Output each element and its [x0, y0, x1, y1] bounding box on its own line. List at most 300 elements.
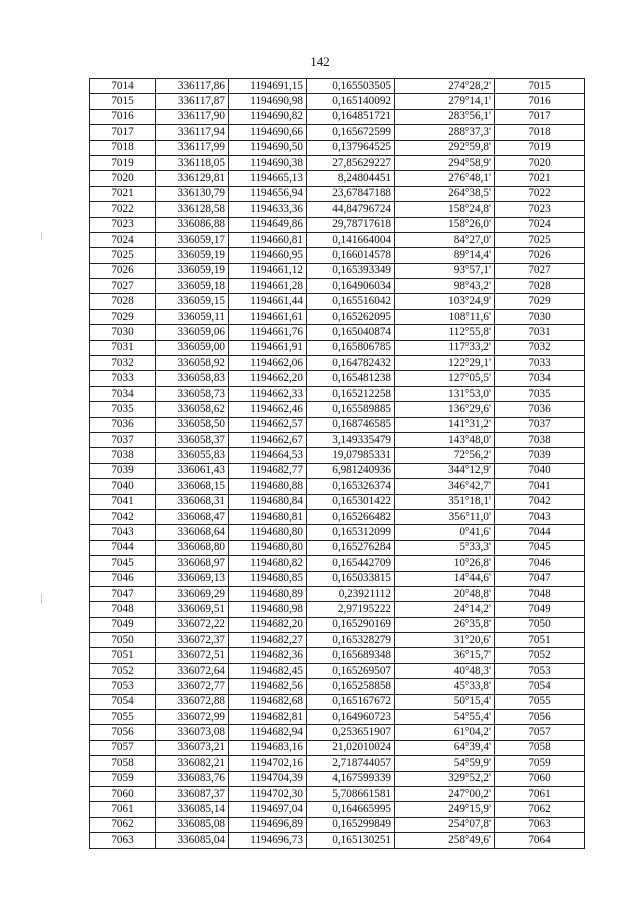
to-point-cell: 7034 — [495, 371, 585, 386]
distance-cell: 0,165689348 — [307, 648, 395, 663]
x-coordinate-cell: 336129,81 — [156, 171, 229, 186]
x-coordinate-cell: 336083,76 — [156, 771, 229, 786]
direction-angle-cell: 98°43,2' — [395, 279, 495, 294]
direction-angle-cell: 158°26,0' — [395, 217, 495, 232]
table-row — [90, 402, 585, 417]
y-coordinate-cell: 1194682,81 — [229, 710, 307, 725]
y-coordinate-cell: 1194682,56 — [229, 679, 307, 694]
distance-cell: 0,165258858 — [307, 679, 395, 694]
direction-angle-cell: 64°39,4' — [395, 740, 495, 755]
table-row — [90, 371, 585, 386]
from-point-cell: 7014 — [90, 79, 156, 94]
table-row — [90, 109, 585, 124]
direction-angle-cell: 14°44,6' — [395, 571, 495, 586]
distance-cell: 0,166014578 — [307, 248, 395, 263]
table-row — [90, 340, 585, 355]
table-row — [90, 232, 585, 247]
from-point-cell: 7029 — [90, 309, 156, 324]
from-point-cell: 7058 — [90, 756, 156, 771]
x-coordinate-cell: 336128,58 — [156, 202, 229, 217]
table-row — [90, 740, 585, 755]
to-point-cell: 7038 — [495, 432, 585, 447]
direction-angle-cell: 329°52,2' — [395, 771, 495, 786]
to-point-cell: 7050 — [495, 617, 585, 632]
from-point-cell: 7062 — [90, 817, 156, 832]
from-point-cell: 7045 — [90, 556, 156, 571]
y-coordinate-cell: 1194682,77 — [229, 463, 307, 478]
from-point-cell: 7046 — [90, 571, 156, 586]
table-row — [90, 648, 585, 663]
table-row — [90, 186, 585, 201]
distance-cell: 0,165262095 — [307, 309, 395, 324]
from-point-cell: 7030 — [90, 325, 156, 340]
direction-angle-cell: 247°00,2' — [395, 786, 495, 801]
distance-cell: 0,165328279 — [307, 633, 395, 648]
direction-angle-cell: 84°27,0' — [395, 232, 495, 247]
distance-cell: 0,165589885 — [307, 402, 395, 417]
distance-cell: 8,24804451 — [307, 171, 395, 186]
to-point-cell: 7018 — [495, 125, 585, 140]
to-point-cell: 7035 — [495, 386, 585, 401]
distance-cell: 0,164851721 — [307, 109, 395, 124]
x-coordinate-cell: 336117,87 — [156, 94, 229, 109]
direction-angle-cell: 279°14,1' — [395, 94, 495, 109]
from-point-cell: 7063 — [90, 833, 156, 848]
direction-angle-cell: 288°37,3' — [395, 125, 495, 140]
x-coordinate-cell: 336069,29 — [156, 586, 229, 601]
x-coordinate-cell: 336073,21 — [156, 740, 229, 755]
y-coordinate-cell: 1194680,80 — [229, 540, 307, 555]
y-coordinate-cell: 1194662,06 — [229, 356, 307, 371]
distance-cell: 6,981240936 — [307, 463, 395, 478]
direction-angle-cell: 108°11,6' — [395, 309, 495, 324]
y-coordinate-cell: 1194697,04 — [229, 802, 307, 817]
distance-cell: 0,165033815 — [307, 571, 395, 586]
distance-cell: 23,67847188 — [307, 186, 395, 201]
distance-cell: 0,165442709 — [307, 556, 395, 571]
x-coordinate-cell: 336059,11 — [156, 309, 229, 324]
x-coordinate-cell: 336059,19 — [156, 248, 229, 263]
y-coordinate-cell: 1194661,91 — [229, 340, 307, 355]
distance-cell: 0,165167672 — [307, 694, 395, 709]
y-coordinate-cell: 1194680,85 — [229, 571, 307, 586]
table-row — [90, 356, 585, 371]
table-row — [90, 309, 585, 324]
y-coordinate-cell: 1194680,84 — [229, 494, 307, 509]
y-coordinate-cell: 1194702,16 — [229, 756, 307, 771]
x-coordinate-cell: 336059,18 — [156, 279, 229, 294]
to-point-cell: 7033 — [495, 356, 585, 371]
direction-angle-cell: 131°53,0' — [395, 386, 495, 401]
direction-angle-cell: 50°15,4' — [395, 694, 495, 709]
x-coordinate-cell: 336059,15 — [156, 294, 229, 309]
to-point-cell: 7032 — [495, 340, 585, 355]
distance-cell: 0,165299849 — [307, 817, 395, 832]
y-coordinate-cell: 1194690,98 — [229, 94, 307, 109]
x-coordinate-cell: 336072,99 — [156, 710, 229, 725]
to-point-cell: 7060 — [495, 771, 585, 786]
table-row — [90, 725, 585, 740]
from-point-cell: 7018 — [90, 140, 156, 155]
y-coordinate-cell: 1194682,27 — [229, 633, 307, 648]
y-coordinate-cell: 1194690,38 — [229, 155, 307, 170]
y-coordinate-cell: 1194683,16 — [229, 740, 307, 755]
direction-angle-cell: 40°48,3' — [395, 663, 495, 678]
to-point-cell: 7053 — [495, 663, 585, 678]
to-point-cell: 7051 — [495, 633, 585, 648]
to-point-cell: 7015 — [495, 79, 585, 94]
to-point-cell: 7025 — [495, 232, 585, 247]
direction-angle-cell: 344°12,9' — [395, 463, 495, 478]
to-point-cell: 7037 — [495, 417, 585, 432]
direction-angle-cell: 143°48,0' — [395, 432, 495, 447]
x-coordinate-cell: 336072,22 — [156, 617, 229, 632]
y-coordinate-cell: 1194704,39 — [229, 771, 307, 786]
table-row — [90, 786, 585, 801]
y-coordinate-cell: 1194682,20 — [229, 617, 307, 632]
direction-angle-cell: 36°15,7' — [395, 648, 495, 663]
x-coordinate-cell: 336118,05 — [156, 155, 229, 170]
from-point-cell: 7048 — [90, 602, 156, 617]
y-coordinate-cell: 1194682,36 — [229, 648, 307, 663]
from-point-cell: 7041 — [90, 494, 156, 509]
table-row — [90, 756, 585, 771]
y-coordinate-cell: 1194662,57 — [229, 417, 307, 432]
from-point-cell: 7031 — [90, 340, 156, 355]
distance-cell: 0,165140092 — [307, 94, 395, 109]
table-row — [90, 833, 585, 848]
x-coordinate-cell: 336068,80 — [156, 540, 229, 555]
table-row — [90, 679, 585, 694]
from-point-cell: 7021 — [90, 186, 156, 201]
y-coordinate-cell: 1194690,50 — [229, 140, 307, 155]
x-coordinate-cell: 336072,37 — [156, 633, 229, 648]
direction-angle-cell: 72°56,2' — [395, 448, 495, 463]
table-row — [90, 417, 585, 432]
from-point-cell: 7042 — [90, 509, 156, 524]
from-point-cell: 7016 — [90, 109, 156, 124]
distance-cell: 0,165130251 — [307, 833, 395, 848]
distance-cell: 0,164782432 — [307, 356, 395, 371]
from-point-cell: 7051 — [90, 648, 156, 663]
from-point-cell: 7038 — [90, 448, 156, 463]
distance-cell: 0,165503505 — [307, 79, 395, 94]
coordinates-table — [89, 78, 585, 849]
from-point-cell: 7026 — [90, 263, 156, 278]
from-point-cell: 7034 — [90, 386, 156, 401]
x-coordinate-cell: 336117,99 — [156, 140, 229, 155]
to-point-cell: 7063 — [495, 817, 585, 832]
y-coordinate-cell: 1194649,86 — [229, 217, 307, 232]
table-row — [90, 817, 585, 832]
direction-angle-cell: 122°29,1' — [395, 356, 495, 371]
table-row — [90, 79, 585, 94]
from-point-cell: 7022 — [90, 202, 156, 217]
x-coordinate-cell: 336085,04 — [156, 833, 229, 848]
x-coordinate-cell: 336069,13 — [156, 571, 229, 586]
distance-cell: 21,02010024 — [307, 740, 395, 755]
y-coordinate-cell: 1194682,68 — [229, 694, 307, 709]
to-point-cell: 7027 — [495, 263, 585, 278]
table-row — [90, 710, 585, 725]
table-row — [90, 602, 585, 617]
x-coordinate-cell: 336072,88 — [156, 694, 229, 709]
y-coordinate-cell: 1194662,67 — [229, 432, 307, 447]
distance-cell: 3,149335479 — [307, 432, 395, 447]
direction-angle-cell: 254°07,8' — [395, 817, 495, 832]
table-row — [90, 617, 585, 632]
from-point-cell: 7019 — [90, 155, 156, 170]
distance-cell: 0,165276284 — [307, 540, 395, 555]
from-point-cell: 7057 — [90, 740, 156, 755]
from-point-cell: 7055 — [90, 710, 156, 725]
to-point-cell: 7019 — [495, 140, 585, 155]
to-point-cell: 7056 — [495, 710, 585, 725]
x-coordinate-cell: 336069,51 — [156, 602, 229, 617]
direction-angle-cell: 10°26,8' — [395, 556, 495, 571]
y-coordinate-cell: 1194682,94 — [229, 725, 307, 740]
x-coordinate-cell: 336117,86 — [156, 79, 229, 94]
x-coordinate-cell: 336072,77 — [156, 679, 229, 694]
y-coordinate-cell: 1194680,98 — [229, 602, 307, 617]
table-row — [90, 771, 585, 786]
from-point-cell: 7036 — [90, 417, 156, 432]
distance-cell: 0,165212258 — [307, 386, 395, 401]
y-coordinate-cell: 1194665,13 — [229, 171, 307, 186]
to-point-cell: 7030 — [495, 309, 585, 324]
direction-angle-cell: 264°38,5' — [395, 186, 495, 201]
x-coordinate-cell: 336068,31 — [156, 494, 229, 509]
direction-angle-cell: 158°24,8' — [395, 202, 495, 217]
distance-cell: 19,07985331 — [307, 448, 395, 463]
table-row — [90, 663, 585, 678]
to-point-cell: 7023 — [495, 202, 585, 217]
from-point-cell: 7024 — [90, 232, 156, 247]
distance-cell: 2,718744057 — [307, 756, 395, 771]
y-coordinate-cell: 1194702,30 — [229, 786, 307, 801]
distance-cell: 0,164960723 — [307, 710, 395, 725]
to-point-cell: 7055 — [495, 694, 585, 709]
to-point-cell: 7022 — [495, 186, 585, 201]
direction-angle-cell: 249°15,9' — [395, 802, 495, 817]
from-point-cell: 7035 — [90, 402, 156, 417]
distance-cell: 0,165301422 — [307, 494, 395, 509]
direction-angle-cell: 31°20,6' — [395, 633, 495, 648]
table-row — [90, 325, 585, 340]
distance-cell: 0,165393349 — [307, 263, 395, 278]
to-point-cell: 7052 — [495, 648, 585, 663]
from-point-cell: 7023 — [90, 217, 156, 232]
y-coordinate-cell: 1194680,88 — [229, 479, 307, 494]
from-point-cell: 7037 — [90, 432, 156, 447]
x-coordinate-cell: 336086,88 — [156, 217, 229, 232]
to-point-cell: 7057 — [495, 725, 585, 740]
distance-cell: 27,85629227 — [307, 155, 395, 170]
to-point-cell: 7036 — [495, 402, 585, 417]
direction-angle-cell: 274°28,2' — [395, 79, 495, 94]
distance-cell: 0,141664004 — [307, 232, 395, 247]
to-point-cell: 7054 — [495, 679, 585, 694]
from-point-cell: 7059 — [90, 771, 156, 786]
x-coordinate-cell: 336068,47 — [156, 509, 229, 524]
table-row — [90, 140, 585, 155]
from-point-cell: 7040 — [90, 479, 156, 494]
left-margin-mark — [41, 232, 42, 240]
table-row — [90, 571, 585, 586]
distance-cell: 0,164665995 — [307, 802, 395, 817]
to-point-cell: 7028 — [495, 279, 585, 294]
y-coordinate-cell: 1194661,12 — [229, 263, 307, 278]
from-point-cell: 7015 — [90, 94, 156, 109]
to-point-cell: 7062 — [495, 802, 585, 817]
x-coordinate-cell: 336055,83 — [156, 448, 229, 463]
from-point-cell: 7050 — [90, 633, 156, 648]
x-coordinate-cell: 336058,73 — [156, 386, 229, 401]
table-row — [90, 171, 585, 186]
to-point-cell: 7044 — [495, 525, 585, 540]
x-coordinate-cell: 336061,43 — [156, 463, 229, 478]
table-row — [90, 432, 585, 447]
direction-angle-cell: 276°48,1' — [395, 171, 495, 186]
y-coordinate-cell: 1194661,44 — [229, 294, 307, 309]
from-point-cell: 7039 — [90, 463, 156, 478]
direction-angle-cell: 117°33,2' — [395, 340, 495, 355]
table-row — [90, 125, 585, 140]
distance-cell: 0,165806785 — [307, 340, 395, 355]
y-coordinate-cell: 1194662,46 — [229, 402, 307, 417]
from-point-cell: 7052 — [90, 663, 156, 678]
direction-angle-cell: 294°58,9' — [395, 155, 495, 170]
table-row — [90, 448, 585, 463]
y-coordinate-cell: 1194662,33 — [229, 386, 307, 401]
distance-cell: 0,253651907 — [307, 725, 395, 740]
to-point-cell: 7059 — [495, 756, 585, 771]
distance-cell: 0,165312099 — [307, 525, 395, 540]
direction-angle-cell: 258°49,6' — [395, 833, 495, 848]
to-point-cell: 7041 — [495, 479, 585, 494]
table-row — [90, 494, 585, 509]
y-coordinate-cell: 1194690,82 — [229, 109, 307, 124]
table-row — [90, 802, 585, 817]
y-coordinate-cell: 1194664,53 — [229, 448, 307, 463]
x-coordinate-cell: 336085,08 — [156, 817, 229, 832]
direction-angle-cell: 0°41,6' — [395, 525, 495, 540]
from-point-cell: 7049 — [90, 617, 156, 632]
direction-angle-cell: 103°24,9' — [395, 294, 495, 309]
to-point-cell: 7045 — [495, 540, 585, 555]
to-point-cell: 7046 — [495, 556, 585, 571]
direction-angle-cell: 20°48,8' — [395, 586, 495, 601]
to-point-cell: 7024 — [495, 217, 585, 232]
table-row — [90, 525, 585, 540]
y-coordinate-cell: 1194661,28 — [229, 279, 307, 294]
distance-cell: 0,164906034 — [307, 279, 395, 294]
table-row — [90, 217, 585, 232]
to-point-cell: 7064 — [495, 833, 585, 848]
table-row — [90, 386, 585, 401]
direction-angle-cell: 127°05,5' — [395, 371, 495, 386]
direction-angle-cell: 26°35,8' — [395, 617, 495, 632]
table-row — [90, 294, 585, 309]
y-coordinate-cell: 1194656,94 — [229, 186, 307, 201]
direction-angle-cell: 54°55,4' — [395, 710, 495, 725]
from-point-cell: 7025 — [90, 248, 156, 263]
y-coordinate-cell: 1194682,45 — [229, 663, 307, 678]
distance-cell: 0,165290169 — [307, 617, 395, 632]
table-row — [90, 479, 585, 494]
x-coordinate-cell: 336068,64 — [156, 525, 229, 540]
direction-angle-cell: 45°33,8' — [395, 679, 495, 694]
from-point-cell: 7044 — [90, 540, 156, 555]
y-coordinate-cell: 1194696,73 — [229, 833, 307, 848]
direction-angle-cell: 136°29,6' — [395, 402, 495, 417]
table-row — [90, 509, 585, 524]
distance-cell: 0,165040874 — [307, 325, 395, 340]
to-point-cell: 7048 — [495, 586, 585, 601]
y-coordinate-cell: 1194690,66 — [229, 125, 307, 140]
x-coordinate-cell: 336058,83 — [156, 371, 229, 386]
to-point-cell: 7049 — [495, 602, 585, 617]
to-point-cell: 7017 — [495, 109, 585, 124]
to-point-cell: 7061 — [495, 786, 585, 801]
y-coordinate-cell: 1194660,81 — [229, 232, 307, 247]
y-coordinate-cell: 1194660,95 — [229, 248, 307, 263]
table-row — [90, 155, 585, 170]
distance-cell: 4,167599339 — [307, 771, 395, 786]
to-point-cell: 7047 — [495, 571, 585, 586]
from-point-cell: 7033 — [90, 371, 156, 386]
y-coordinate-cell: 1194680,89 — [229, 586, 307, 601]
distance-cell: 0,165672599 — [307, 125, 395, 140]
y-coordinate-cell: 1194661,61 — [229, 309, 307, 324]
from-point-cell: 7032 — [90, 356, 156, 371]
x-coordinate-cell: 336117,90 — [156, 109, 229, 124]
from-point-cell: 7027 — [90, 279, 156, 294]
direction-angle-cell: 141°31,2' — [395, 417, 495, 432]
y-coordinate-cell: 1194680,81 — [229, 509, 307, 524]
to-point-cell: 7016 — [495, 94, 585, 109]
table-row — [90, 263, 585, 278]
distance-cell: 0,165481238 — [307, 371, 395, 386]
from-point-cell: 7017 — [90, 125, 156, 140]
to-point-cell: 7040 — [495, 463, 585, 478]
direction-angle-cell: 61°04,2' — [395, 725, 495, 740]
distance-cell: 0,165516042 — [307, 294, 395, 309]
to-point-cell: 7020 — [495, 155, 585, 170]
direction-angle-cell: 283°56,1' — [395, 109, 495, 124]
to-point-cell: 7021 — [495, 171, 585, 186]
distance-cell: 44,84796724 — [307, 202, 395, 217]
from-point-cell: 7020 — [90, 171, 156, 186]
x-coordinate-cell: 336072,64 — [156, 663, 229, 678]
table-row — [90, 694, 585, 709]
y-coordinate-cell: 1194696,89 — [229, 817, 307, 832]
distance-cell: 0,137964525 — [307, 140, 395, 155]
x-coordinate-cell: 336073,08 — [156, 725, 229, 740]
left-margin-mark — [41, 594, 42, 604]
direction-angle-cell: 292°59,8' — [395, 140, 495, 155]
x-coordinate-cell: 336068,15 — [156, 479, 229, 494]
from-point-cell: 7060 — [90, 786, 156, 801]
from-point-cell: 7061 — [90, 802, 156, 817]
x-coordinate-cell: 336130,79 — [156, 186, 229, 201]
direction-angle-cell: 112°55,8' — [395, 325, 495, 340]
x-coordinate-cell: 336058,92 — [156, 356, 229, 371]
table-row — [90, 248, 585, 263]
x-coordinate-cell: 336085,14 — [156, 802, 229, 817]
direction-angle-cell: 24°14,2' — [395, 602, 495, 617]
distance-cell: 2,97195222 — [307, 602, 395, 617]
